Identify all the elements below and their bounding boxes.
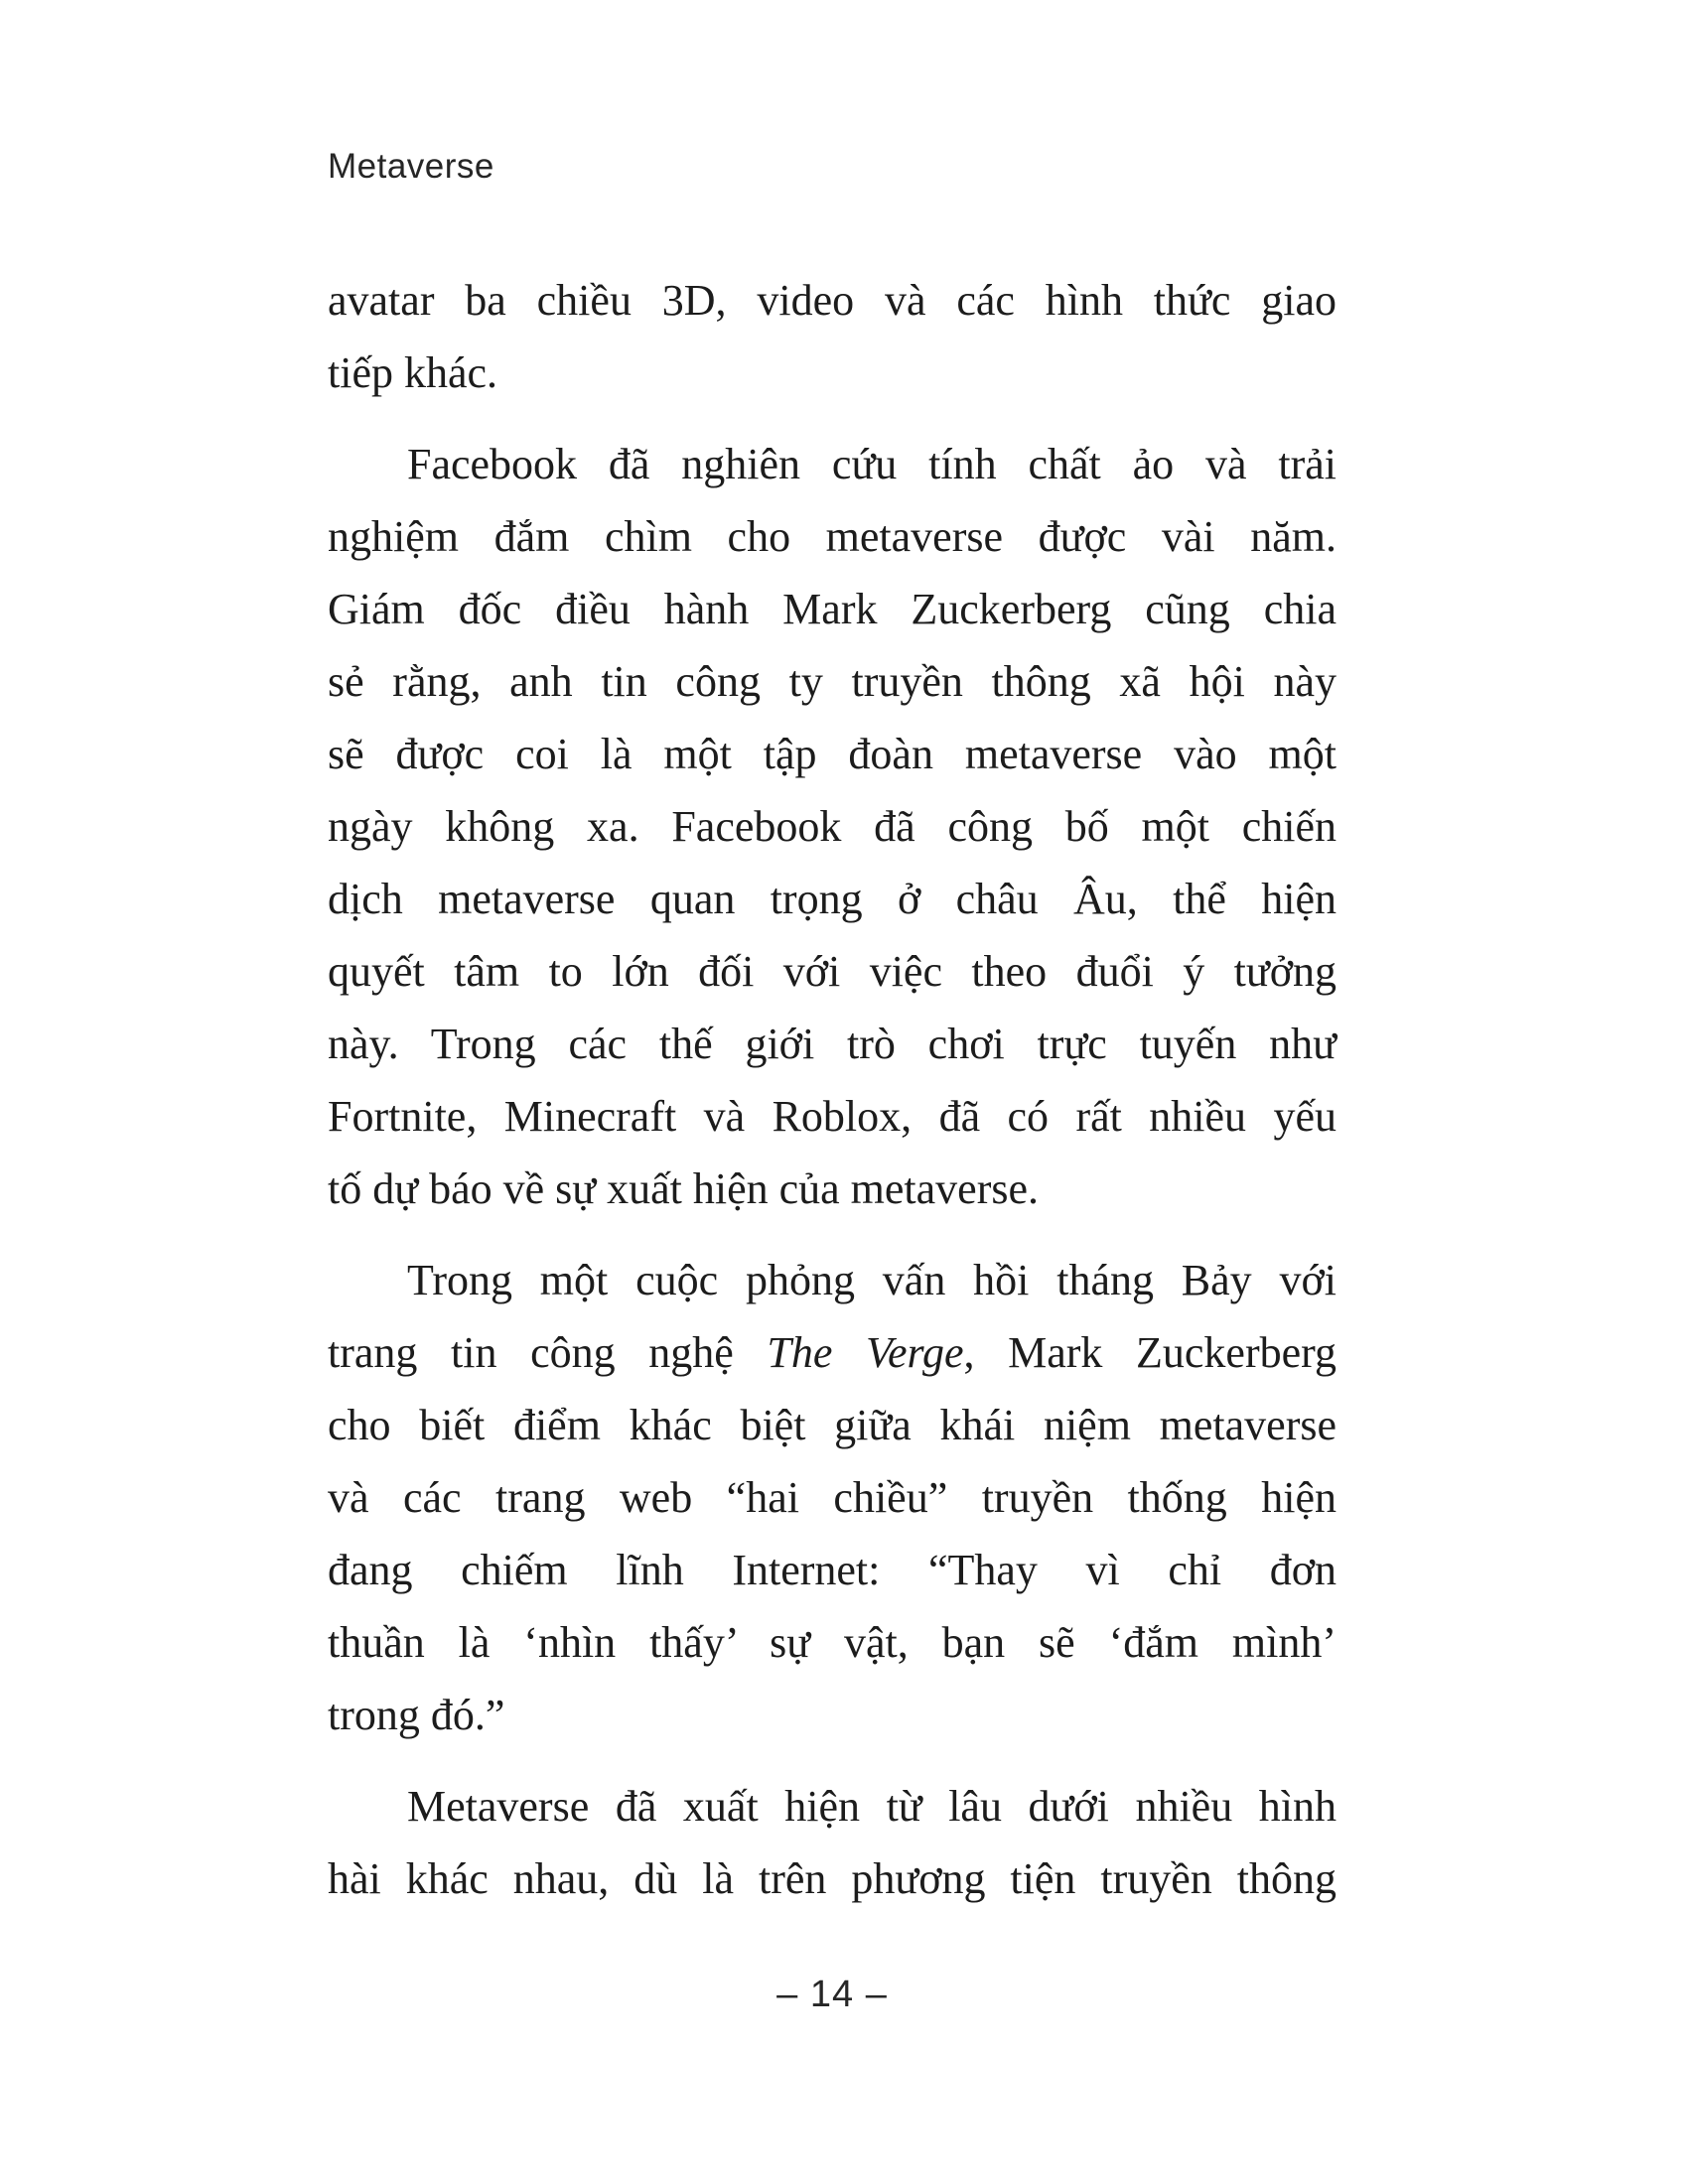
text-line: quyết tâm to lớn đối với việc theo đuổi ý tưởng: [328, 947, 1336, 996]
paragraph: [328, 264, 1336, 409]
text-line: sẻ rằng, anh tin công ty truyền thông xã hội này: [328, 657, 1336, 706]
text-line: trong đó.”: [328, 1691, 505, 1739]
page-number: – 14 –: [776, 1974, 888, 2015]
paragraph: [328, 428, 1336, 1225]
text-line: sẽ được coi là một tập đoàn metaverse vào một: [328, 730, 1336, 778]
text-line: và các trang web “hai chiều” truyền thống hiện: [328, 1473, 1336, 1522]
text-line: dịch metaverse quan trọng ở châu Âu, thể hiện: [328, 875, 1336, 923]
text-line: Fortnite, Minecraft và Roblox, đã có rất nhiều yếu: [328, 1092, 1336, 1141]
text-line: này. Trong các thế giới trò chơi trực tuyến như: [328, 1020, 1336, 1068]
text-line: nghiệm đắm chìm cho metaverse được vài năm.: [328, 512, 1336, 561]
text-line: Trong một cuộc phỏng vấn hồi tháng Bảy với: [407, 1256, 1336, 1304]
text-line: trang tin công nghệ The Verge, Mark Zuckerberg: [328, 1328, 1336, 1377]
text-line: tố dự báo về sự xuất hiện của metaverse.: [328, 1164, 1040, 1213]
text-line: Giám đốc điều hành Mark Zuckerberg cũng chia: [328, 585, 1336, 633]
body-text: [328, 264, 1336, 1915]
text-line: Metaverse đã xuất hiện từ lâu dưới nhiều hình: [407, 1782, 1336, 1831]
paragraph: [328, 1770, 1336, 1915]
text-line: ngày không xa. Facebook đã công bố một chiến: [328, 802, 1336, 851]
text-line: đang chiếm lĩnh Internet: “Thay vì chỉ đơn: [328, 1546, 1336, 1594]
text-line: hài khác nhau, dù là trên phương tiện truyền thông: [328, 1854, 1336, 1903]
text-line: cho biết điểm khác biệt giữa khái niệm metaverse: [328, 1401, 1336, 1449]
text-line: avatar ba chiều 3D, video và các hình thức giao: [328, 276, 1336, 325]
text-line: Facebook đã nghiên cứu tính chất ảo và trải: [407, 440, 1336, 488]
running-header: Metaverse: [328, 147, 494, 186]
text-line: tiếp khác.: [328, 348, 498, 397]
paragraph: [328, 1244, 1336, 1751]
text-line: thuần là ‘nhìn thấy’ sự vật, bạn sẽ ‘đắm mình’: [328, 1618, 1336, 1667]
italic-text: The Verge: [767, 1328, 964, 1377]
